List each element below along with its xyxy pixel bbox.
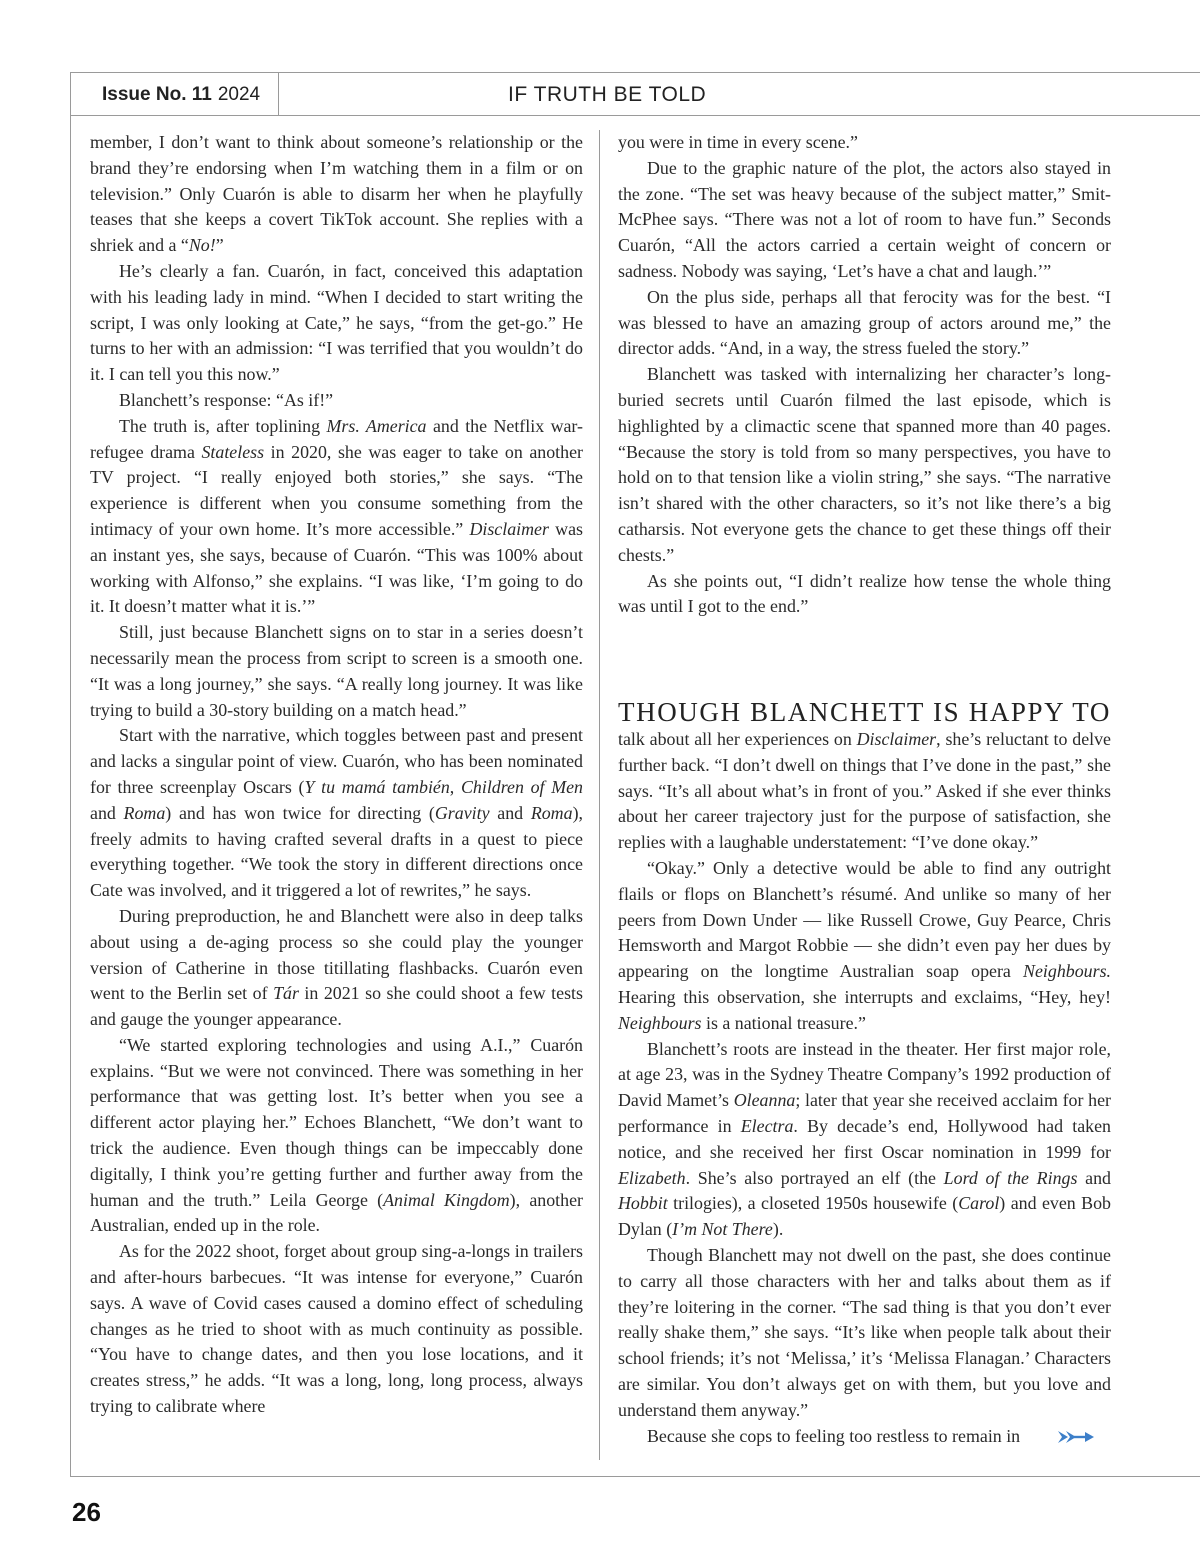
italic-title: Children of Men — [460, 776, 583, 797]
paragraph: He’s clearly a fan. Cuarón, in fact, conceived this adaptation with his leading lady in mind. “When I decided to start writing the script, I was only looking at Cate,” he says, “from the get-go.” He turns to her with an admission: “I was terrified that you wouldn’t do it. I can tell you this now.” — [90, 260, 583, 385]
italic-title: Hobbit — [618, 1193, 668, 1214]
paragraph: Due to the graphic nature of the plot, the actors also stayed in the zone. “The set was heavy because of the subject matter,” Smit-McPhee says. “There was not a lot of room to have fun.” Seconds Cuarón, “All the actors carried a certain weight of concern or sadness. Nobody was saying, ‘Let’s have a chat and laugh.’” — [618, 157, 1111, 281]
italic-title: No! — [188, 235, 216, 256]
paragraph: “Okay.” Only a detective would be able to find any outright flails or flops on Blanchett’s résumé. And unlike so many of her peers from Down Under — like Russell Crowe, Guy Pearce, Chris Hemsworth and Margot Robbie — she didn’t even pay her dues by appearing on the longtime Australian soap opera Neighbours. Hearing this observation, she interrupts and exclaims, “Hey, hey! Neighbours is a national treasure.” — [618, 857, 1111, 1033]
italic-title: Roma — [123, 802, 166, 823]
header-separator-rule — [278, 72, 279, 116]
italic-title: Roma — [530, 802, 573, 823]
issue-year: 2024 — [217, 84, 261, 105]
italic-title: Y tu mamá también — [304, 776, 450, 797]
continued-text: Because she cops to feeling too restless to remain in — [647, 1425, 1021, 1446]
italic-title: Gravity — [434, 802, 490, 823]
issue-label — [102, 84, 260, 106]
paragraph: As she points out, “I didn’t realize how tense the whole thing was until I got to the end.” — [618, 570, 1111, 617]
paragraph: Blanchett was tasked with internalizing her character’s long-buried secrets until Cuarón filmed the last episode, which is highlighted by a climactic scene that spanned more than 40 pages. “Because the story is told from so many perspectives, you have to hold on to that tension like a violin string,” she says. “The narrative isn’t shared with the other characters, so it’s not like there’s a big catharsis. Not everyone gets the chance to get these things off their chests.” — [618, 364, 1111, 565]
column-divider — [599, 130, 600, 1460]
paragraph: During preproduction, he and Blanchett were also in deep talks about using a de-aging process so she could play the younger version of Catherine in those titillating flashbacks. Cuarón even went to the Berlin set of Tár in 2021 so she could shoot a few tests and gauge the younger appearance. — [90, 905, 583, 1030]
italic-title: Lord of the Rings — [943, 1167, 1078, 1188]
page-number: 26 — [72, 1497, 101, 1527]
paragraph: Blanchett’s response: “As if!” — [119, 389, 334, 410]
paragraph: member, I don’t want to think about someone’s relationship or the brand they’re endorsing when I’m watching them in a film or on television.” Only Cuarón is able to disarm her when he playfully teases that she keeps a covert TikTok account. She replies with a shriek and a “No!” — [90, 132, 583, 256]
italic-title: Disclaimer — [469, 518, 549, 539]
italic-title: Oleanna — [733, 1090, 796, 1111]
paragraph: Though Blanchett may not dwell on the past, she does continue to carry all those characters with her and talks about them as if they’re loitering in the corner. “The sad thing is that you don’t ever really shake them,” she says. “It’s like when people talk about their school friends; it’s not ‘Melissa,’ it’s ‘Melissa Flanagan.’ Characters are similar. You don’t always get on with them, but you love and understand them anyway.” — [618, 1244, 1111, 1420]
paragraph: The truth is, after toplining Mrs. America and the Netflix war-refugee drama Stateless in 2020, she was eager to take on another TV project. “I really enjoyed both stories,” she says. “The experience is different when you consume something from the intimacy of your own home. It’s more accessible.” Disclaimer was an instant yes, she says, because of Cuarón. “This was 100% about working with Alfonso,” she explains. “I was like, ‘I’m going to do it. It doesn’t matter what it is.’” — [90, 415, 583, 617]
article-column-right-bottom — [618, 697, 1111, 1452]
paragraph: talk about all her experiences on Disclaimer, she’s reluctant to delve further back. “I don’t dwell on things that I’ve done in the past,” she says. “It’s all about what’s in front of you.” Asked if she ever thinks about her career trajectory just for the purpose of satisfaction, she replies with a laughable understatement: “I’ve done okay.” — [618, 729, 1111, 853]
running-title: IF TRUTH BE TOLD — [508, 83, 707, 106]
italic-title: Tár — [273, 983, 299, 1004]
paragraph: you were in time in every scene.” — [618, 132, 858, 152]
article-column-right-top — [618, 130, 1111, 620]
italic-title: Mrs. America — [326, 415, 427, 436]
header-bottom-rule — [70, 115, 1200, 116]
italic-title: Carol — [958, 1193, 1000, 1214]
article-column-left — [90, 130, 583, 1420]
section-lead-in: THOUGH BLANCHETT IS HAPPY TO — [618, 697, 1111, 727]
paragraph: Still, just because Blanchett signs on to star in a series doesn’t necessarily mean the process from script to screen is a smooth one. “It was a long journey,” she says. “A really long journey. It was like trying to build a 30-story building on a match head.” — [90, 622, 583, 720]
paragraph-continued — [618, 1424, 1111, 1453]
italic-title: Stateless — [201, 441, 265, 462]
italic-title: Neighbours. — [1023, 961, 1111, 982]
italic-title: Elizabeth — [618, 1167, 686, 1188]
continued-arrow-icon — [1028, 1427, 1095, 1453]
paragraph: Blanchett’s roots are instead in the theater. Her first major role, at age 23, was in the Sydney Theatre Company’s 1992 production of David Mamet’s Oleanna; later that year she received acclaim for her performance in Electra. By decade’s end, Hollywood had taken notice, and she received her first Oscar nomination in 1999 for Elizabeth. She’s also portrayed an elf (the Lord of the Rings and Hobbit trilogies), a closeted 1950s housewife (Carol) and even Bob Dylan (I’m Not There). — [618, 1038, 1112, 1240]
issue-number: Issue No. 11 — [102, 84, 212, 105]
paragraph: As for the 2022 shoot, forget about group sing-a-longs in trailers and after-hours barbecues. “It was intense for everyone,” Cuarón says. A wave of Covid cases caused a domino effect of scheduling changes as he tried to shoot with as much continuity as possible. “You have to change dates, and then you lose locations, and it creates stress,” he adds. “It was a long, long, long process, always trying to calibrate where — [90, 1241, 583, 1417]
paragraph: “We started exploring technologies and using A.I.,” Cuarón explains. “But we were not convinced. There was something in her performance that was getting lost. It’s better when you see a different actor playing her.” Echoes Blanchett, “We don’t want to trick the audience. Even though things can be impeccably done digitally, I think you’re getting further and further away from the human and the truth.” Leila George (Animal Kingdom), another Australian, ended up in the role. — [90, 1034, 583, 1236]
footer-rule — [70, 1476, 1200, 1477]
header-top-rule — [70, 72, 1200, 73]
page-left-rule — [70, 72, 71, 1476]
italic-title: Neighbours — [618, 1012, 702, 1033]
paragraph: Start with the narrative, which toggles between past and present and lacks a singular point of view. Cuarón, who has been nominated for three screenplay Oscars (Y tu mamá también, Children of Men and Roma) and has won twice for directing (Gravity and Roma), freely admits to having crafted several drafts in a quest to piece everything together. “We took the story in different directions once Cate was involved, and it triggered a lot of rewrites,” he says. — [90, 725, 583, 901]
paragraph: On the plus side, perhaps all that ferocity was for the best. “I was blessed to have an amazing group of actors around me,” the director adds. “And, in a way, the stress fueled the story.” — [618, 286, 1111, 359]
italic-title: Disclaimer — [856, 729, 937, 749]
italic-title: Animal Kingdom — [383, 1189, 510, 1210]
italic-title: Electra — [740, 1115, 794, 1136]
italic-title: I’m Not There — [672, 1219, 773, 1240]
